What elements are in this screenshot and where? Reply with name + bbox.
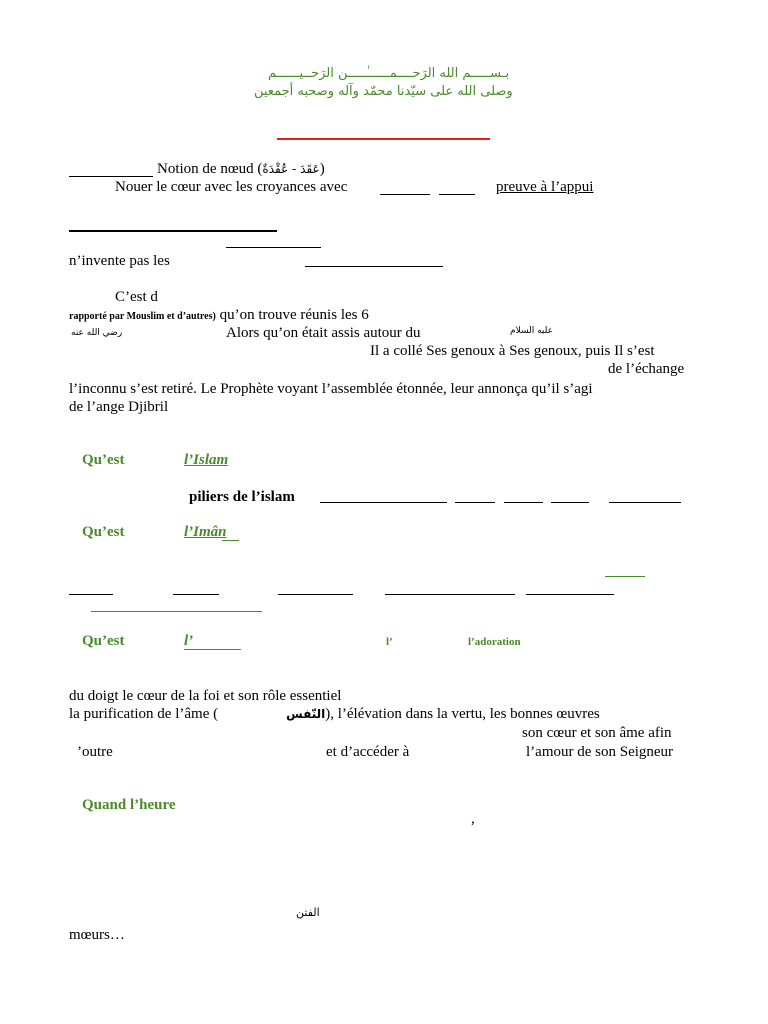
alors-text: Alors qu’on était assis autour du [226, 325, 421, 341]
question-islam-term: l’Islam [184, 452, 229, 468]
ladoration-text: l’adoration [468, 636, 521, 648]
question-ihsan-term: l’ [184, 633, 194, 649]
fitan-arabic: الفتن [296, 906, 320, 919]
radiya-arabic: رضي الله عنه [71, 328, 123, 338]
outre-text: ’outre [77, 744, 113, 760]
echange-text: de l’échange [608, 361, 685, 377]
nouer-line: Nouer le cœur avec les croyances avec [115, 179, 348, 195]
doigt-text: du doigt le cœur de la foi et son rôle essentiel [69, 688, 342, 704]
l-small: l’ [386, 636, 393, 648]
blank-line [551, 502, 589, 503]
basmala: بـســـــم الله الرَحــــمــــــٰـــــن الرَحــيــــــم [268, 66, 510, 81]
blank-line [504, 502, 543, 503]
blank-line [455, 502, 495, 503]
comma-mark: , [471, 811, 475, 827]
blank-line [526, 594, 614, 595]
quand-heure-heading: Quand l’heure [82, 797, 176, 813]
amour-text: l’amour de son Seigneur [526, 744, 674, 760]
notion-label: Notion de nœud (عَقَدَ - عُقْدَةٌ) [157, 161, 325, 177]
salawat: وصلى الله على سيّدنا محمّد وآله وصحبه أجمعين [254, 84, 513, 99]
ninvente-text: n’invente pas les [69, 253, 170, 269]
ange-text: de l’ange Djibril [69, 399, 169, 415]
acceder-text: et d’accéder à [326, 744, 410, 760]
blank-line-green [605, 576, 645, 577]
red-rule [277, 138, 490, 140]
blank-line-bold [69, 230, 277, 232]
blank-line [173, 594, 219, 595]
preuve-text: preuve à l’appui [496, 179, 594, 195]
piliers-text: piliers de l’islam [189, 489, 295, 505]
blank-line [226, 247, 321, 248]
question-ihsan-label: Qu’est [82, 633, 125, 649]
blank-line [320, 502, 447, 503]
moeurs-text: mœurs… [69, 927, 125, 943]
blank-line [385, 594, 515, 595]
blank-line [305, 266, 443, 267]
blank-line-green [91, 611, 262, 612]
blank-line [69, 176, 153, 177]
question-iman-label: Qu’est [82, 524, 125, 540]
blank-line [69, 594, 113, 595]
genoux-text: Il a collé Ses genoux à Ses genoux, puis Il s’est [370, 343, 655, 359]
purification-line: la purification de l’âme ( النّفس), l’élévation dans la vertu, les bonnes œuvres [69, 706, 600, 722]
question-iman-term: l’Imân [184, 524, 227, 540]
question-islam-label: Qu’est [82, 452, 125, 468]
blank-line [380, 194, 430, 195]
coeur-ame-text: son cœur et son âme afin [522, 725, 672, 741]
blank-line [278, 594, 353, 595]
alayhi-arabic: عليه السلام [510, 326, 553, 336]
blank-line [439, 194, 475, 195]
blank-line [609, 502, 681, 503]
inconnu-text: l’inconnu s’est retiré. Le Prophète voyant l’assemblée étonnée, leur annonça qu’il s’agi [69, 381, 593, 397]
rapporte-line: rapporté par Mouslim et d’autres) qu’on trouve réunis les 6 [69, 307, 369, 323]
cest-d-text: C’est d [115, 289, 158, 305]
blank-line-green [184, 649, 241, 650]
blank-line-green [222, 540, 239, 541]
